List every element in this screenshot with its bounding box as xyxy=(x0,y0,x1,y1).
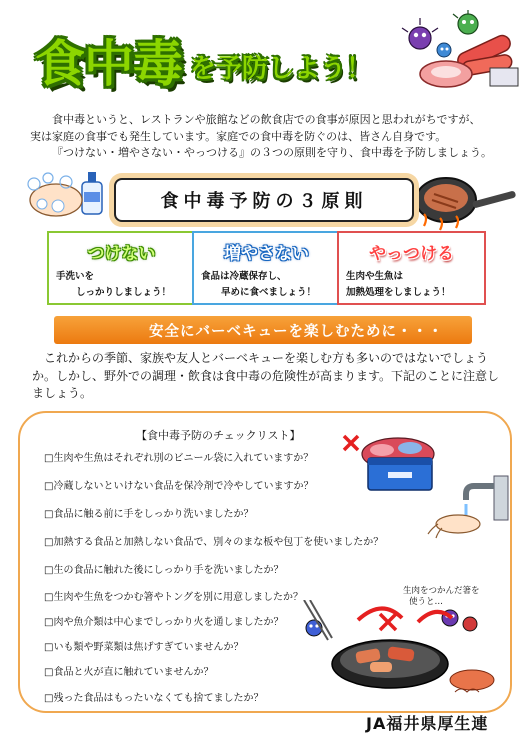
bbq-paragraph: これからの季節、家族や友人とバーベキューを楽しむ方も多いのではないでしょうか。しかし、野外での調理・飲食は食中毒の危険性が高まります。下記のことに注意しましょう。 xyxy=(32,351,500,400)
principle-title: 増やさない xyxy=(224,244,309,264)
checklist-item: □残った食品はもったいなくても捨てましたか？ xyxy=(44,693,264,704)
intro-line: 『つけない・増やさない・やっつける』の３つの原則を守り、食中毒を予防しましょう。 xyxy=(52,146,492,159)
checklist-item: □生の食品に触れた後にしっかり手を洗いましたか？ xyxy=(44,565,284,576)
principle-line: 食品は冷蔵保存し、 xyxy=(201,271,287,282)
principle-line: 加熱処理をしましょう！ xyxy=(346,287,451,298)
bbq-heading-bar: 安全にバーベキューを楽しむために・・・ xyxy=(54,316,472,344)
principle-title: つけない xyxy=(87,244,156,264)
frying-pan-icon xyxy=(410,168,520,236)
principle-text xyxy=(339,269,484,301)
meat-icon xyxy=(420,61,472,87)
germ-icon xyxy=(463,617,477,631)
germ-icon xyxy=(402,18,438,49)
title-sub: を予防しよう！ xyxy=(190,54,373,84)
caption-line: 生肉をつかんだ箸を xyxy=(403,586,480,596)
principle-line: 生肉や生魚は xyxy=(346,271,404,282)
cross-mark-icon xyxy=(380,614,396,630)
checklist-item: □生肉や生魚はそれぞれ別のビニール袋に入れていますか？ xyxy=(44,453,314,464)
principle-text xyxy=(49,269,194,301)
germ-icon xyxy=(437,43,451,57)
principle-card-yattsukeru xyxy=(337,231,486,305)
organization-name: JA福井県厚生連 xyxy=(366,714,489,733)
germ-food-illustration xyxy=(398,10,522,92)
germ-icon xyxy=(453,10,478,34)
principle-card-tsukenai xyxy=(47,231,196,305)
checklist-item: □加熱する食品と加熱しない食品で、別々のまな板や包丁を使いましたか？ xyxy=(44,537,384,548)
caption-line: 使うと… xyxy=(409,597,444,607)
soap-bottle-icon xyxy=(82,172,102,214)
package-icon xyxy=(490,68,518,86)
principle-title: やっつける xyxy=(369,244,454,264)
principle-card-fuyasanai xyxy=(192,231,341,305)
checklist-item: □生肉や生魚をつかむ箸やトングを別に用意しましたか？ xyxy=(44,592,304,603)
checklist-title: 【食中毒予防のチェックリスト】 xyxy=(136,429,301,442)
principle-line: 早めに食べましょう！ xyxy=(221,287,317,298)
intro-text xyxy=(30,112,510,162)
checklist-item: □いも類や野菜類は焦げすぎていませんか？ xyxy=(44,642,244,653)
hand-wash-icon xyxy=(22,166,106,222)
barbecue-grill-icon xyxy=(300,600,510,704)
page-title xyxy=(35,10,435,93)
checklist-item: □肉や魚介類は中心までしっかり火を通しましたか？ xyxy=(44,617,284,628)
principles-heading: 食中毒予防の３原則 xyxy=(114,178,414,222)
principle-text xyxy=(194,269,339,301)
intro-line: 食中毒というと、レストランや旅館などの飲食店での食事が原因と思われがちですが、 xyxy=(52,113,481,126)
principle-line: 手洗いを xyxy=(56,271,95,282)
intro-line: 実は家庭の食事でも発生しています。家庭での食中毒を防ぐのは、皆さん自身です。 xyxy=(30,129,447,143)
checklist-item: □食品に触る前に手をしっかり洗いましたか？ xyxy=(44,509,254,520)
bbq-text xyxy=(32,350,502,403)
cross-mark-icon xyxy=(344,436,358,450)
title-main: 食中毒 xyxy=(35,35,182,93)
faucet-icon xyxy=(420,474,512,540)
checklist-item: □冷蔵しないといけない食品を保冷剤で冷やしていますか？ xyxy=(44,481,314,492)
principle-line: しっかりしましょう！ xyxy=(76,287,172,298)
checklist-item: □食品と火が直に触れていませんか？ xyxy=(44,667,214,678)
germ-icon xyxy=(306,620,322,636)
